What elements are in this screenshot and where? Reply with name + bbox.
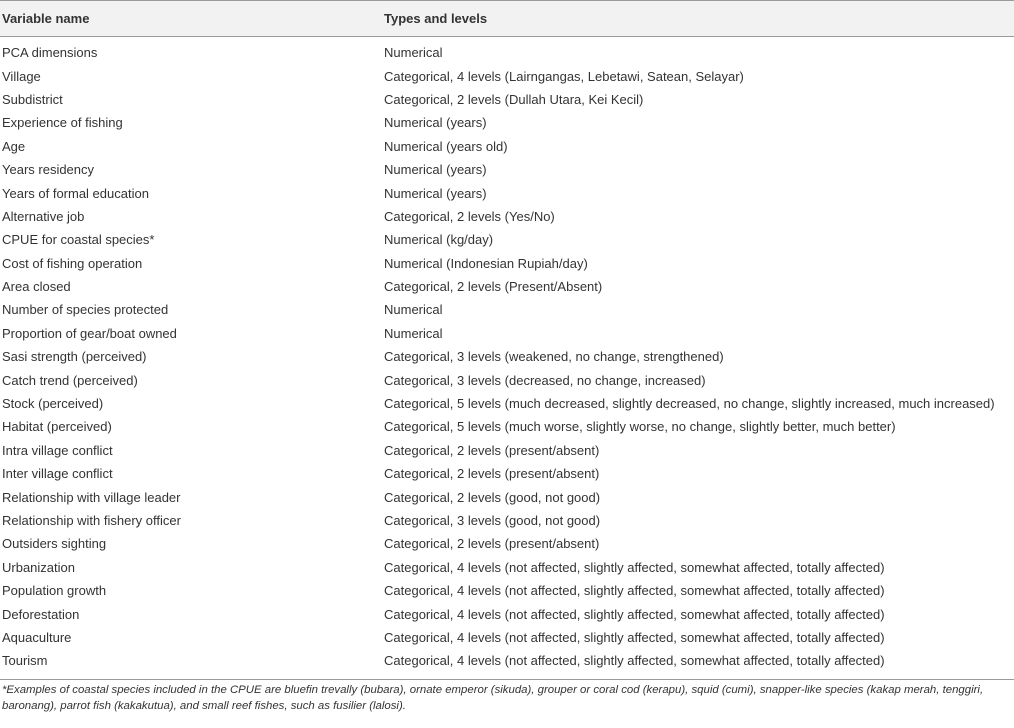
cell-variable-name: Years residency <box>2 162 95 178</box>
cell-variable-name: Experience of fishing <box>2 115 123 131</box>
cell-type-level: Categorical, 4 levels (not affected, slightly affected, somewhat affected, totally affected) <box>382 649 1014 679</box>
cell-type-level: Categorical, 2 levels (present/absent) <box>384 536 600 552</box>
header-types-and-levels: Types and levels <box>382 1 1014 37</box>
cell-variable-name: Proportion of gear/boat owned <box>2 325 177 341</box>
cell-type-level: Categorical, 2 levels (present/absent) <box>384 442 600 458</box>
cell-type-level: Numerical (years) <box>384 185 487 201</box>
header-variable-name: Variable name <box>0 1 382 37</box>
cell-variable-name: Sasi strength (perceived) <box>2 349 147 365</box>
cell-type-level: Numerical (years old) <box>384 138 508 154</box>
cell-variable-name: Area closed <box>2 279 71 295</box>
table-row <box>0 392 1014 415</box>
cell-variable-name: Number of species protected <box>2 302 169 318</box>
table-row <box>0 135 1014 158</box>
table-row <box>0 252 1014 275</box>
table-row <box>0 275 1014 298</box>
cell-type-level: Categorical, 3 levels (good, not good) <box>384 513 601 528</box>
cell-variable-name: Relationship with fishery officer <box>2 513 181 528</box>
cell-variable-name: Relationship with village leader <box>2 489 181 505</box>
cell-variable-name: Village <box>2 68 41 84</box>
table-row <box>0 415 1014 438</box>
cell-variable-name: Aquaculture <box>2 629 72 645</box>
table-row <box>0 111 1014 134</box>
cell-variable-name: Inter village conflict <box>2 466 113 482</box>
table-row <box>0 439 1014 462</box>
table-row <box>0 462 1014 485</box>
cell-type-level: Categorical, 3 levels (decreased, no change, increased) <box>384 372 706 388</box>
cell-type-level: Categorical, 4 levels (Lairngangas, Lebetawi, Satean, Selayar) <box>384 68 744 84</box>
cell-variable-name: Outsiders sighting <box>2 536 107 552</box>
cell-variable-name: Alternative job <box>2 208 85 224</box>
cell-variable-name: CPUE for coastal species* <box>2 232 155 248</box>
cell-variable-name: Deforestation <box>2 606 80 622</box>
table-row <box>0 626 1014 649</box>
cell-type-level: Numerical (kg/day) <box>384 232 494 248</box>
table-row <box>0 485 1014 508</box>
table-row <box>0 88 1014 111</box>
table-body <box>0 37 1014 680</box>
table-row <box>0 228 1014 251</box>
cell-type-level: Categorical, 2 levels (good, not good) <box>384 489 601 505</box>
table-row <box>0 37 1014 65</box>
cell-type-level: Categorical, 5 levels (much worse, slightly worse, no change, slightly better, much better) <box>384 419 896 435</box>
cell-type-level: Numerical <box>384 325 443 341</box>
cell-type-level: Categorical, 2 levels (Present/Absent) <box>384 279 603 295</box>
table-row <box>0 368 1014 391</box>
cell-type-level: Numerical <box>384 302 443 318</box>
table-row <box>0 322 1014 345</box>
cell-type-level: Categorical, 4 levels (not affected, slightly affected, somewhat affected, totally affected) <box>384 583 885 599</box>
table-row <box>0 509 1014 532</box>
cell-variable-name: Tourism <box>0 649 382 679</box>
cell-variable-name: Urbanization <box>2 559 75 575</box>
cell-type-level: Categorical, 2 levels (Yes/No) <box>384 208 555 224</box>
table-row <box>0 556 1014 579</box>
table-row <box>0 345 1014 368</box>
table-row <box>0 532 1014 555</box>
cell-variable-name: Habitat (perceived) <box>2 419 112 435</box>
cell-variable-name: Population growth <box>2 583 107 599</box>
cell-type-level: Categorical, 2 levels (present/absent) <box>384 466 600 482</box>
cell-variable-name: Years of formal education <box>2 185 149 201</box>
cell-variable-name: Catch trend (perceived) <box>2 372 138 388</box>
cell-type-level: Categorical, 4 levels (not affected, slightly affected, somewhat affected, totally affected) <box>384 559 885 575</box>
table-row <box>0 579 1014 602</box>
table-row <box>0 64 1014 87</box>
table-header-row <box>0 1 1014 37</box>
cell-variable-name: Stock (perceived) <box>2 396 104 412</box>
cell-variable-name: Subdistrict <box>2 91 63 107</box>
cell-variable-name: Intra village conflict <box>2 442 113 458</box>
cell-type-level: Categorical, 5 levels (much decreased, slightly decreased, no change, slightly increased, much increased) <box>384 396 995 412</box>
cell-type-level: Numerical (years) <box>384 115 487 131</box>
cell-type-level: Categorical, 4 levels (not affected, slightly affected, somewhat affected, totally affected) <box>384 606 885 622</box>
cell-variable-name: Age <box>2 138 26 154</box>
table-row <box>0 158 1014 181</box>
table-row <box>0 205 1014 228</box>
table-row <box>0 181 1014 204</box>
cell-type-level: Categorical, 2 levels (Dullah Utara, Kei Kecil) <box>384 91 644 107</box>
table-row <box>0 649 1014 679</box>
table-row <box>0 602 1014 625</box>
table-footnote: *Examples of coastal species included in the CPUE are bluefin trevally (bubara), ornate emperor (sikuda), grouper or coral cod (kerapu), squid (cumi), snapper-like species (kakap merah, tenggiri, baronang), parrot fish (kakakutua), and small reef fishes, such as fusilier (lalosi). <box>2 683 984 712</box>
cell-type-level: Numerical (years) <box>384 162 487 178</box>
cell-type-level: Categorical, 4 levels (not affected, slightly affected, somewhat affected, totally affected) <box>384 629 885 645</box>
cell-variable-name: PCA dimensions <box>2 45 98 61</box>
table-row <box>0 298 1014 321</box>
cell-variable-name: Cost of fishing operation <box>2 255 143 271</box>
cell-type-level: Categorical, 3 levels (weakened, no change, strengthened) <box>384 349 724 365</box>
cell-type-level: Numerical <box>384 45 443 61</box>
cell-type-level: Numerical (Indonesian Rupiah/day) <box>384 255 588 271</box>
